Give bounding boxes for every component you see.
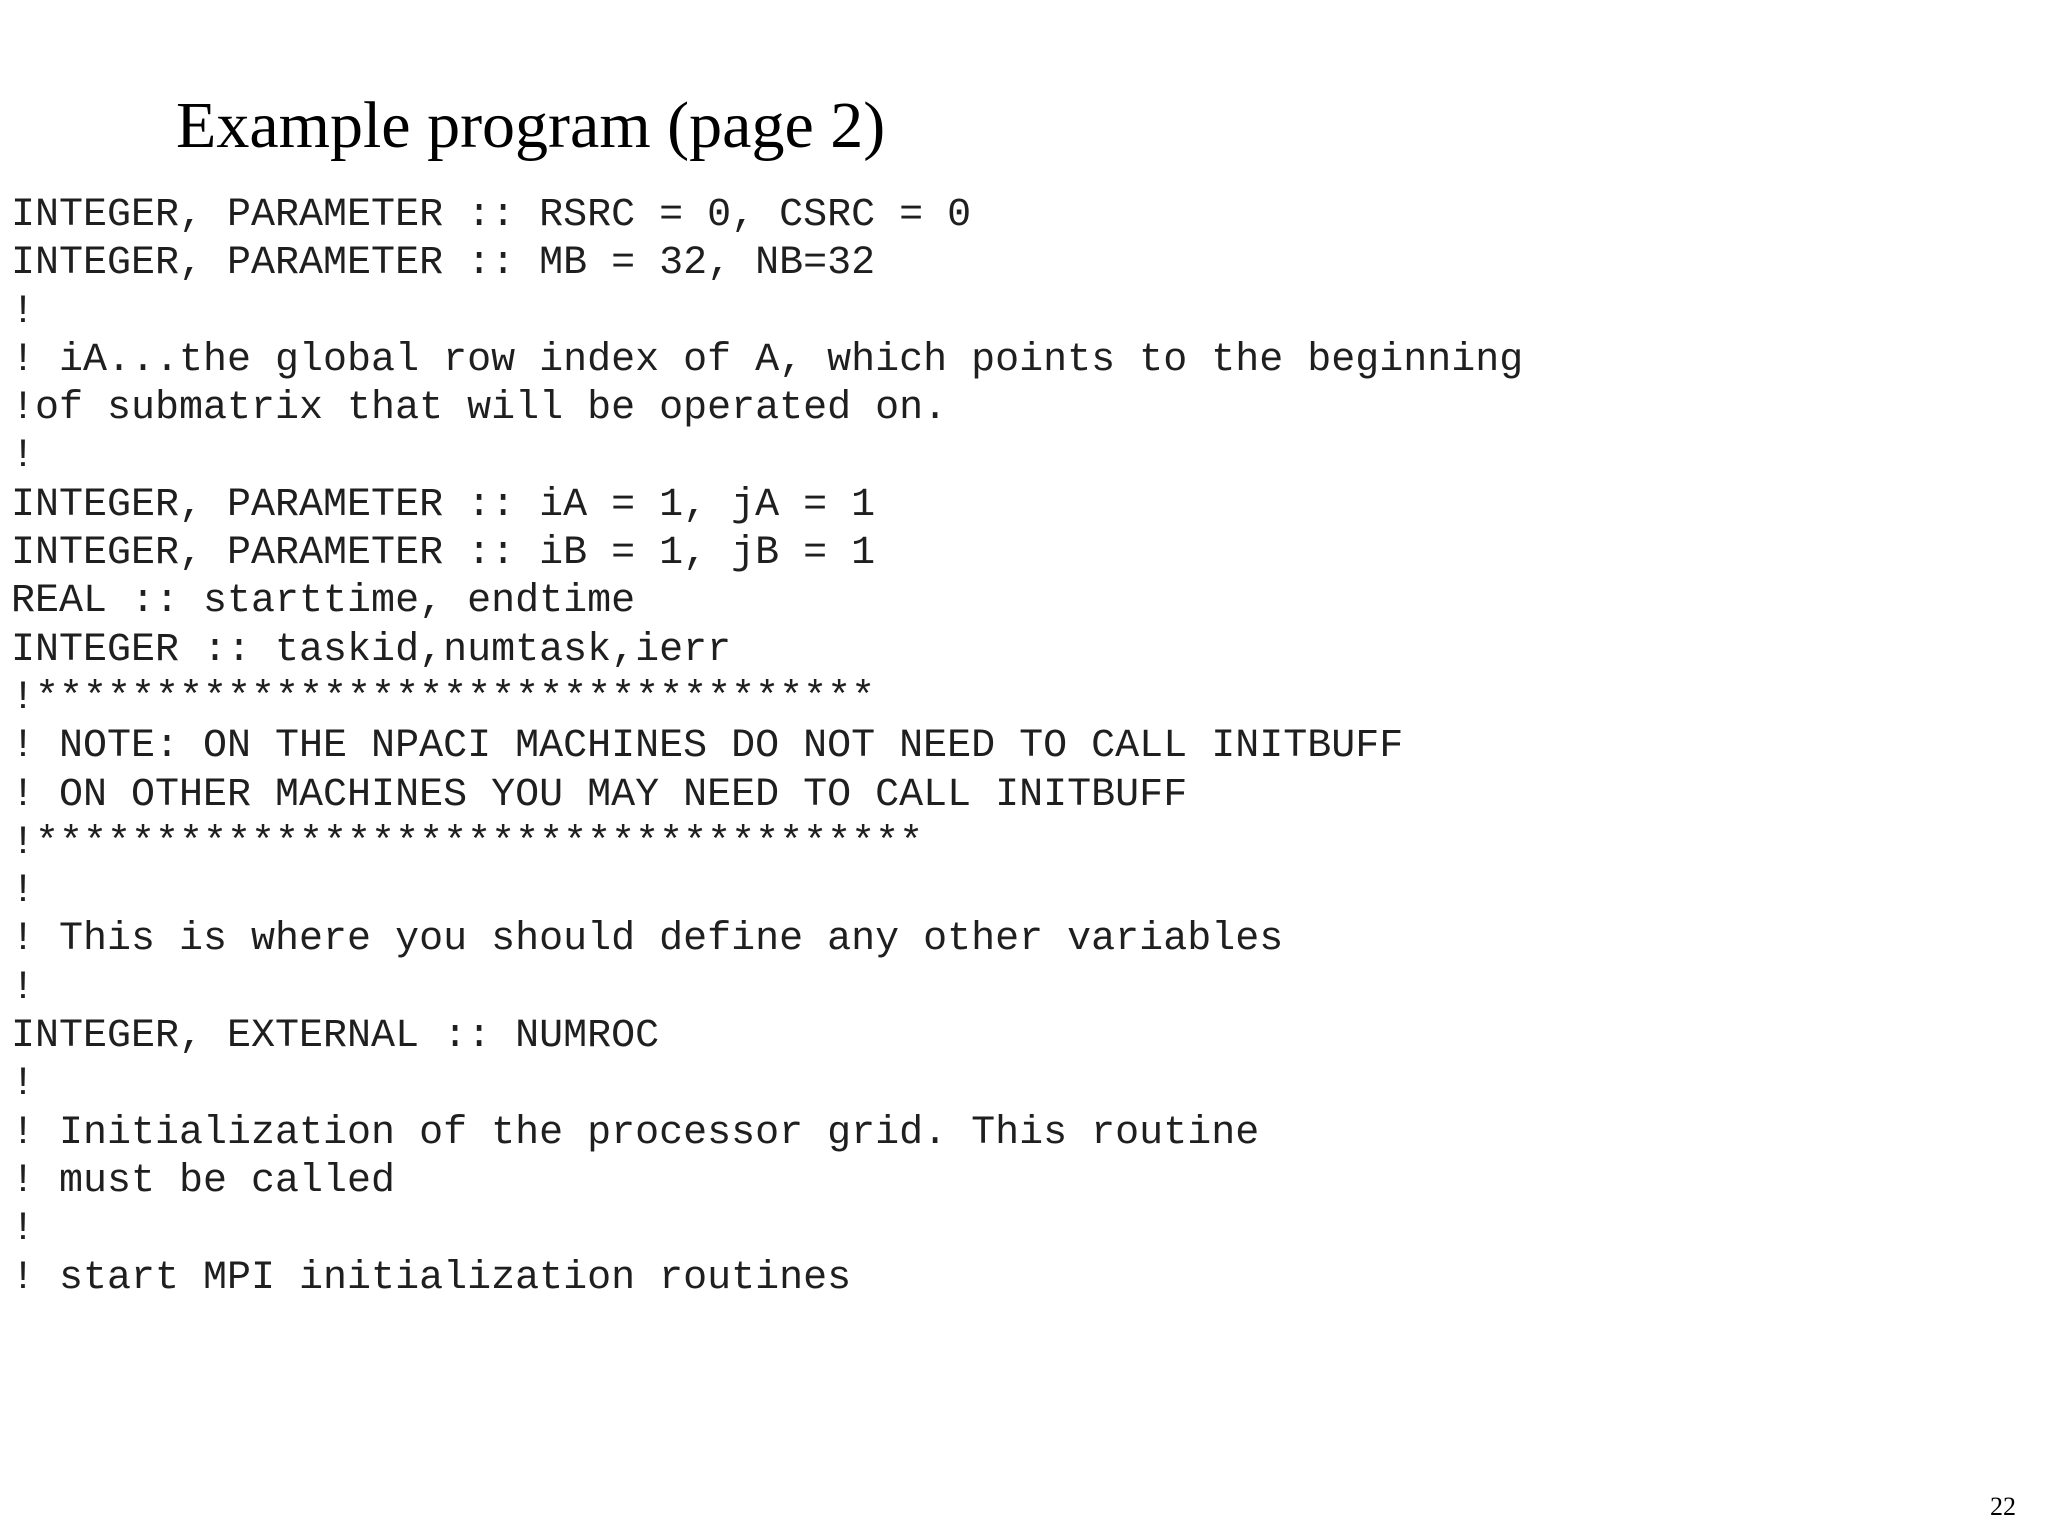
code-line: ! xyxy=(11,869,36,915)
slide-title: Example program (page 2) xyxy=(176,89,886,162)
code-line: ! xyxy=(11,1062,36,1108)
code-line: INTEGER, PARAMETER :: RSRC = 0, CSRC = 0 xyxy=(11,193,972,238)
code-line: ! ON OTHER MACHINES YOU MAY NEED TO CALL INITBUFF xyxy=(11,772,1188,818)
code-line: ! xyxy=(11,1207,36,1253)
code-line: ! must be called xyxy=(11,1158,396,1204)
code-line: !************************************* xyxy=(11,820,924,866)
code-line: ! This is where you should define any other variables xyxy=(11,917,1284,963)
code-line: ! Initialization of the processor grid. This routine xyxy=(11,1110,1260,1156)
code-line: ! xyxy=(11,434,36,480)
code-line: !*********************************** xyxy=(11,675,876,721)
code-line: INTEGER, PARAMETER :: iB = 1, jB = 1 xyxy=(11,531,876,577)
code-line: REAL :: starttime, endtime xyxy=(11,579,636,625)
code-line: !of submatrix that will be operated on. xyxy=(11,386,948,432)
code-line: ! NOTE: ON THE NPACI MACHINES DO NOT NEED TO CALL INITBUFF xyxy=(11,724,1404,770)
code-line: INTEGER, EXTERNAL :: NUMROC xyxy=(11,1014,660,1060)
page-number: 22 xyxy=(1990,1492,2016,1521)
code-line: ! start MPI initialization routines xyxy=(11,1255,852,1301)
code-line: INTEGER :: taskid,numtask,ierr xyxy=(11,627,732,673)
code-line: INTEGER, PARAMETER :: MB = 32, NB=32 xyxy=(11,241,876,287)
code-line: ! iA...the global row index of A, which points to the beginning xyxy=(11,337,1524,383)
code-line: INTEGER, PARAMETER :: iA = 1, jA = 1 xyxy=(11,482,876,528)
code-line: ! xyxy=(11,965,36,1011)
code-line: ! xyxy=(11,289,36,335)
code-listing xyxy=(11,192,1523,1303)
